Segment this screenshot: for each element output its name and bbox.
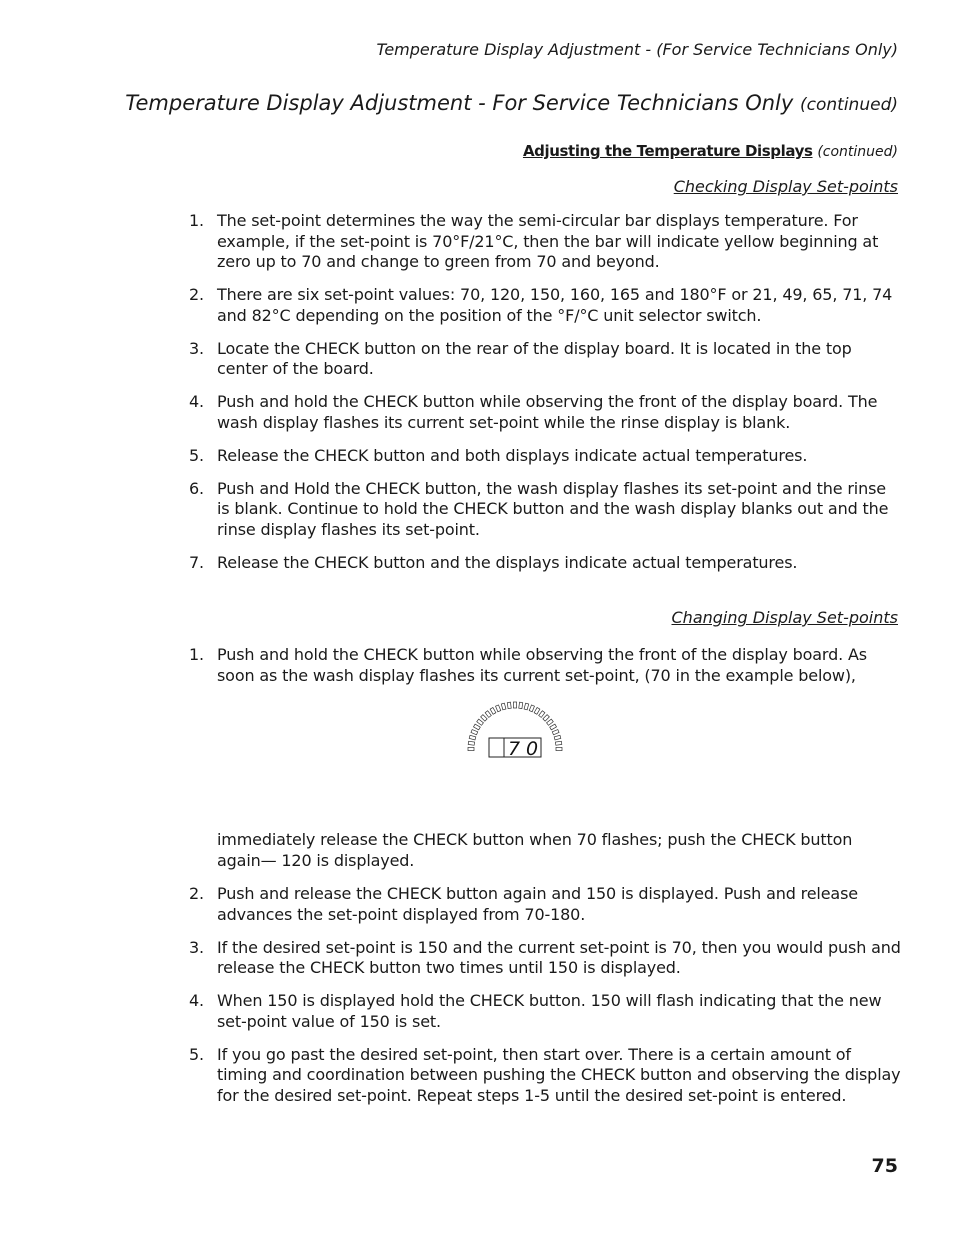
bar-segment — [539, 711, 545, 718]
step-text: Push and hold the CHECK button while observing the front of the display board. As soon as the wash display flashes its current set-point, (70 in the example below), — [217, 645, 867, 685]
step-number: 5. — [189, 1044, 204, 1064]
step-number: 1. — [189, 211, 204, 230]
step-number: 3. — [189, 338, 204, 358]
changing-steps-list — [189, 884, 901, 1119]
display-digit: 0 — [525, 738, 539, 759]
blank-digit-box — [489, 738, 504, 757]
bar-segment — [468, 741, 474, 745]
list-item — [189, 446, 901, 467]
step-text: There are six set-point values: 70, 120, 150, 160, 165 and 180°F or 21, 49, 65, 71, 74 and 82°C depending on the position of the °F/°C unit selector switch. — [217, 285, 893, 325]
list-item — [189, 553, 901, 574]
bar-segment — [547, 719, 554, 725]
step-number: 4. — [189, 392, 204, 412]
bar-segment — [554, 735, 561, 740]
bar-segment — [481, 715, 488, 722]
bar-segment — [468, 747, 474, 750]
step-text: Push and Hold the CHECK button, the wash display flashes its set-point and the rinse is blank. Continue to hold the CHECK button and the wash display blanks out and the rinse display flashes its set-point. — [217, 478, 889, 540]
list-item — [189, 479, 901, 541]
bar-segment — [471, 730, 478, 735]
bar-segment — [469, 735, 476, 740]
bar-segment — [552, 730, 559, 735]
temperature-display-illustration — [460, 697, 570, 759]
page-number: 75 — [871, 1155, 898, 1177]
step1-continuation: immediately release the CHECK button when 70 flashes; push the CHECK button again— 120 is displayed. — [217, 830, 853, 870]
page-title — [125, 91, 898, 115]
list-item — [189, 392, 901, 433]
running-head: Temperature Display Adjustment - (For Service Technicians Only) — [376, 40, 898, 59]
display-digit: 7 — [507, 738, 521, 759]
bar-segment — [501, 703, 506, 710]
bar-segment — [534, 707, 540, 714]
list-item — [189, 884, 901, 925]
list-item — [189, 645, 901, 686]
step-text: If the desired set-point is 150 and the current set-point is 70, then you would push and release the CHECK button two times until 150 is displayed. — [217, 937, 901, 978]
bar-segment — [513, 702, 516, 708]
list-item — [189, 211, 901, 273]
checking-heading: Checking Display Set-points — [673, 177, 898, 196]
list-item — [189, 285, 901, 326]
subheading-text: Adjusting the Temperature Displays — [522, 142, 813, 160]
list-item — [189, 1045, 901, 1107]
step-number: 5. — [189, 445, 204, 465]
bar-segment — [529, 705, 534, 712]
bar-segment — [550, 724, 557, 730]
checking-steps-list — [189, 211, 901, 586]
step-number: 2. — [189, 285, 204, 305]
step-number: 6. — [189, 478, 204, 498]
bar-segment — [485, 711, 491, 718]
step-number: 2. — [189, 884, 204, 903]
bar-segment — [543, 715, 550, 722]
changing-heading: Changing Display Set-points — [671, 608, 898, 627]
list-item — [189, 991, 901, 1032]
step-text: When 150 is displayed hold the CHECK button. 150 will flash indicating that the new set-point value of 150 is set. — [217, 991, 882, 1031]
list-item — [189, 938, 901, 979]
step-number: 7. — [189, 553, 204, 573]
subheading-continued: (continued) — [817, 144, 898, 160]
bar-segment — [496, 705, 501, 712]
bar-segment — [524, 703, 529, 710]
list-item — [189, 339, 901, 380]
bar-segment — [555, 741, 561, 745]
changing-step1-list — [189, 645, 901, 699]
bar-segment — [490, 707, 496, 714]
step-text: If you go past the desired set-point, then start over. There is a certain amount of timing and coordination between pushing the CHECK button and observing the display for the desired set-point. Repeat steps 1-5 until the desired set-point is entered. — [217, 1044, 901, 1105]
step-text: Push and release the CHECK button again and 150 is displayed. Push and release advances the set-point displayed from 70-180. — [217, 884, 858, 924]
step-number: 4. — [189, 991, 204, 1011]
bar-segment — [507, 702, 511, 708]
step-text: Push and hold the CHECK button while observing the front of the display board. The wash display flashes its current set-point while the rinse display is blank. — [217, 392, 878, 432]
bar-segment — [477, 719, 484, 725]
bar-segment — [556, 747, 562, 750]
step-number: 3. — [189, 937, 204, 957]
bar-segment — [519, 702, 523, 708]
step-number: 1. — [189, 645, 204, 664]
step-text: Release the CHECK button and both displays indicate actual temperatures. — [217, 445, 808, 465]
page-title-continued: (continued) — [800, 95, 898, 115]
step-text: The set-point determines the way the semi-circular bar displays temperature. For example, if the set-point is 70°F/21°C, then the bar will indicate yellow beginning at zero up to 70 and change to green from 70 and beyond. — [217, 211, 879, 272]
page-title-main: Temperature Display Adjustment - For Service Technicians Only — [125, 91, 794, 115]
step-text: Locate the CHECK button on the rear of the display board. It is located in the top center of the board. — [217, 338, 852, 379]
bar-segment — [473, 724, 480, 730]
step-text: Release the CHECK button and the displays indicate actual temperatures. — [217, 553, 798, 573]
subheading — [523, 142, 898, 160]
